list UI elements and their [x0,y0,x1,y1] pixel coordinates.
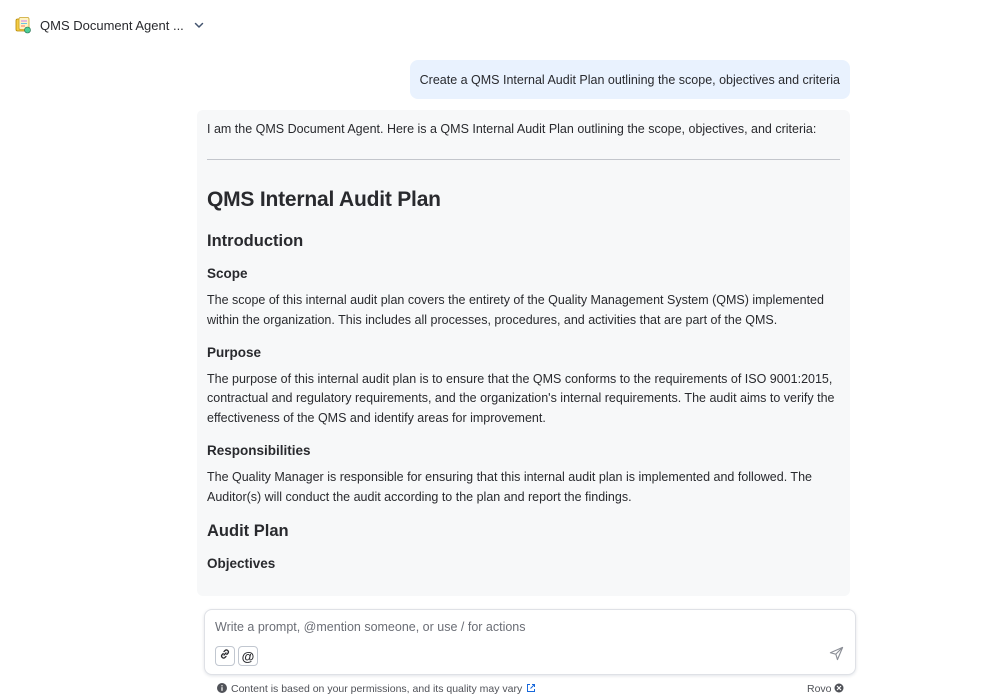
subheading-responsibilities: Responsibilities [207,442,311,458]
link-button[interactable] [215,646,235,666]
agent-name: QMS Document Agent ... [40,17,184,33]
disclaimer-text: Content is based on your permissions, and its quality may vary [231,683,523,695]
section-heading-audit-plan: Audit Plan [207,521,289,540]
subheading-objectives: Objectives [207,555,276,571]
send-button[interactable] [827,647,845,665]
responsibilities-paragraph: The Quality Manager is responsible for ensuring that this internal audit plan is implemented and followed. The Auditor(s) will conduct the audit according to the plan and report the findings. [207,469,812,504]
section-heading-introduction: Introduction [207,232,304,250]
subheading-scope: Scope [207,266,248,281]
rovo-logo-icon [834,683,844,696]
scope-paragraph: The scope of this internal audit plan covers the entirety of the Quality Management System (QMS) implemented within the organization. This includes all processes, procedures, and activities that are part of the QMS. [207,293,824,327]
agent-response [197,110,850,596]
subheading-purpose: Purpose [207,344,262,360]
disclaimer [217,682,536,696]
user-message [410,60,850,99]
purpose-paragraph: The purpose of this internal audit plan is to ensure that the QMS conforms to the requirements of ISO 9001:2015, contractual and regulatory requirements, and the organization's internal requirements. The audit aims to verify the effectiveness of the QMS and identify areas for improvement. [207,371,835,426]
agent-selector[interactable] [14,14,206,36]
rovo-branding [807,682,844,696]
send-icon [829,646,844,666]
chevron-down-icon[interactable] [192,18,206,32]
link-icon [219,647,231,665]
external-link-icon[interactable] [526,683,536,696]
info-icon [217,683,227,696]
response-intro: I am the QMS Document Agent. Here is a QMS Internal Audit Plan outlining the scope, objectives, and criteria: [207,122,817,136]
mention-button[interactable]: @ [238,646,258,666]
document-title: QMS Internal Audit Plan [207,188,441,211]
user-message-text: Create a QMS Internal Audit Plan outlining the scope, objectives and criteria [419,72,840,87]
document-folder-icon [14,16,32,34]
prompt-input[interactable] [215,617,815,637]
prompt-composer [204,609,856,675]
divider [207,159,840,160]
rovo-label: Rovo [807,683,832,695]
